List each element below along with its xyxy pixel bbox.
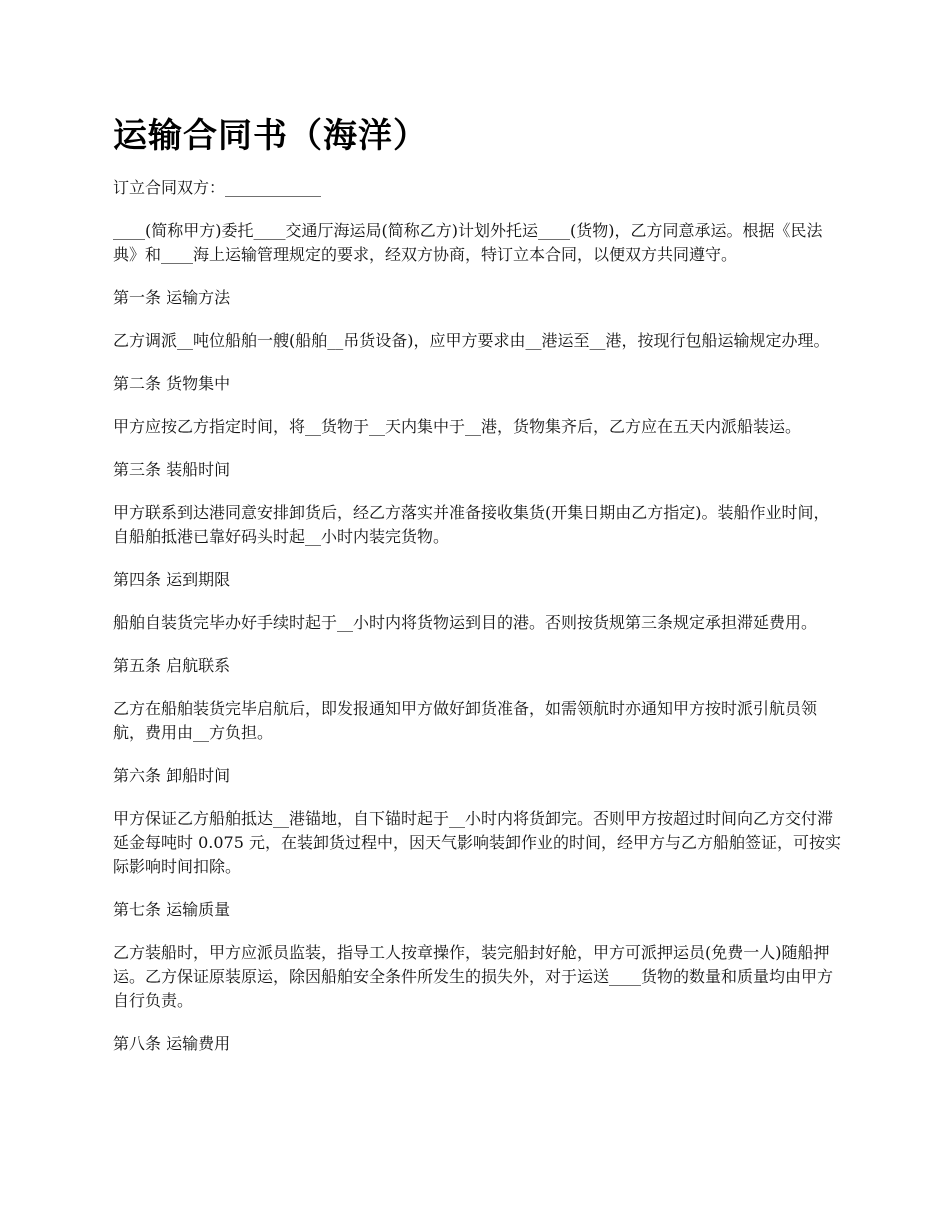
section-text: 甲方保证乙方船舶抵达__港锚地，自下锚时起于__小时内将货卸完。否则甲方按超过时间向乙方交付滞延金每吨时 0.075 元，在装卸货过程中，因天气影响装卸作业的时间，经甲方与乙方船舶签证，可按实际影响时间扣除。 — [113, 809, 841, 876]
section-text: 乙方在船舶装货完毕启航后，即发报通知甲方做好卸货准备，如需领航时亦通知甲方按时派引航员领航，费用由__方负担。 — [113, 699, 818, 742]
parties-line: 订立合同双方：____________ — [113, 178, 322, 197]
section-heading: 第五条 启航联系 — [113, 656, 231, 675]
section-text: 甲方联系到达港同意安排卸货后，经乙方落实并准备接收集货(开集日期由乙方指定)。装船作业时间，自船舶抵港已靠好码头时起__小时内装完货物。 — [113, 503, 830, 546]
document-body — [113, 176, 843, 1075]
section-heading: 第六条 卸船时间 — [113, 766, 231, 785]
intro-paragraph: ____(简称甲方)委托____交通厅海运局(简称乙方)计划外托运____(货物)，乙方同意承运。根据《民法典》和____海上运输管理规定的要求，经双方协商，特订立本合同，以便双方共同遵守。 — [113, 221, 823, 264]
section-heading: 第一条 运输方法 — [113, 288, 231, 307]
section-heading: 第二条 货物集中 — [113, 374, 231, 393]
section-heading: 第七条 运输质量 — [113, 900, 231, 919]
section-heading: 第四条 运到期限 — [113, 570, 231, 589]
section-text: 乙方装船时，甲方应派员监装，指导工人按章操作，装完船封好舱，甲方可派押运员(免费一人)随船押运。乙方保证原装原运，除因船舶安全条件所发生的损失外，对于运送____货物的数量和质量均由甲方自行负责。 — [113, 943, 834, 1010]
section-heading: 第八条 运输费用 — [113, 1034, 231, 1053]
section-text: 甲方应按乙方指定时间，将__货物于__天内集中于__港，货物集齐后，乙方应在五天内派船装运。 — [113, 417, 802, 436]
document-title: 运输合同书（海洋） — [113, 116, 428, 156]
section-text: 乙方调派__吨位船舶一艘(船舶__吊货设备)，应甲方要求由__港运至__港，按现行包船运输规定办理。 — [113, 331, 830, 350]
section-text: 船舶自装货完毕办好手续时起于__小时内将货物运到目的港。否则按货规第三条规定承担滞延费用。 — [113, 613, 818, 632]
section-heading: 第三条 装船时间 — [113, 460, 231, 479]
